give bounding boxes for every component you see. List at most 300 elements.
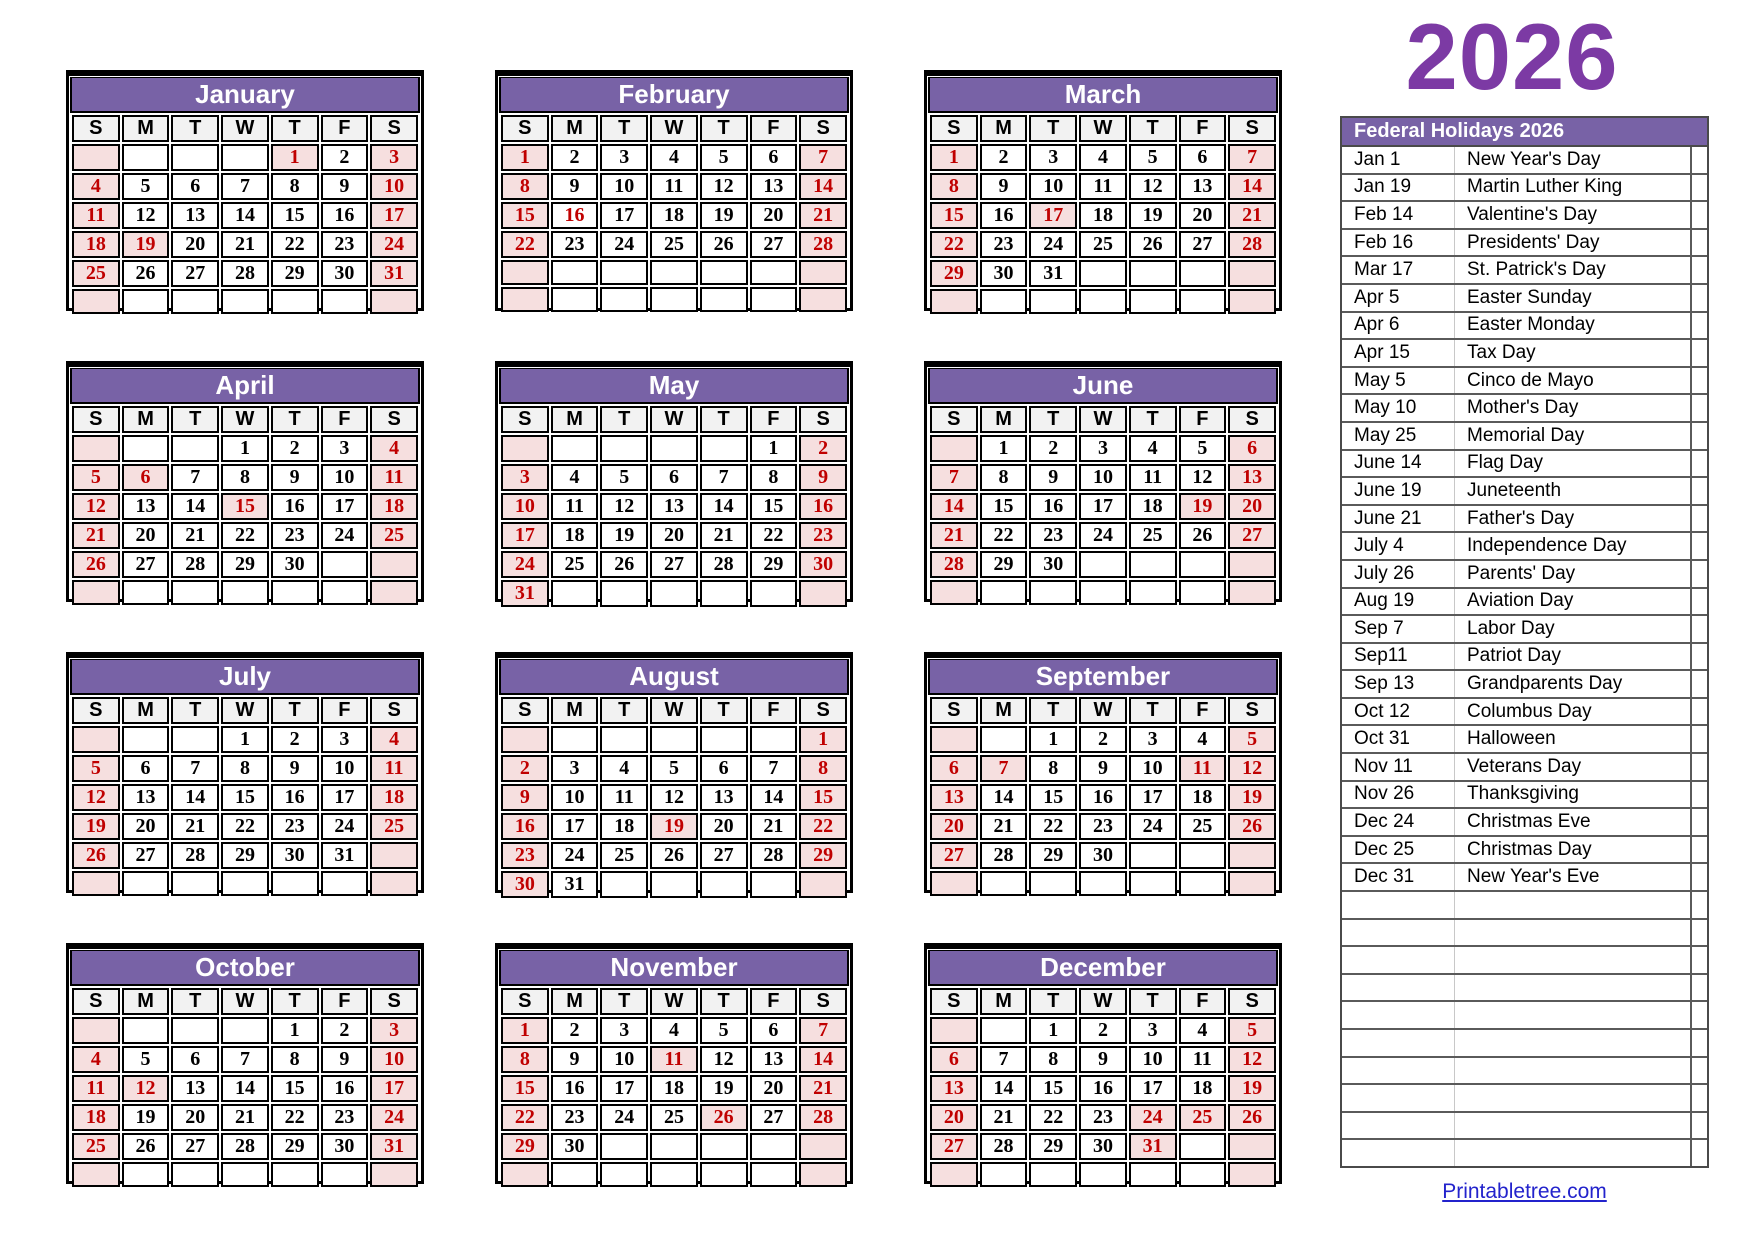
date-cell: 9 [321, 1046, 369, 1073]
date-cell: 13 [122, 784, 170, 811]
date-cell: 25 [370, 522, 418, 549]
date-cell [321, 580, 369, 605]
holiday-name: Thanksgiving [1455, 781, 1692, 809]
holiday-row [1342, 256, 1707, 284]
date-cell [122, 289, 170, 314]
holiday-row-tail [1691, 201, 1707, 229]
date-cell: 12 [72, 784, 120, 811]
date-cell: 16 [1079, 784, 1127, 811]
date-cell: 25 [72, 1133, 120, 1160]
date-cell: 5 [1228, 1017, 1276, 1044]
holiday-name: Easter Sunday [1455, 284, 1692, 312]
date-cell: 23 [271, 813, 319, 840]
weekday-header-cell: W [221, 115, 269, 142]
holiday-date [1342, 1029, 1455, 1057]
date-cell: 26 [700, 1104, 748, 1131]
holiday-row-tail [1691, 229, 1707, 257]
date-cell: 11 [551, 493, 599, 520]
holiday-name: Halloween [1455, 725, 1692, 753]
date-cell: 15 [930, 202, 978, 229]
date-cell: 15 [1029, 784, 1077, 811]
date-cell: 13 [650, 493, 698, 520]
weekday-header-cell: W [221, 697, 269, 724]
holiday-row [1342, 1084, 1707, 1112]
weekday-header-cell: F [1179, 115, 1227, 142]
date-cell: 10 [1129, 755, 1177, 782]
holiday-date: May 5 [1342, 367, 1455, 395]
date-cell: 3 [321, 435, 369, 462]
date-cell: 28 [980, 1133, 1028, 1160]
holiday-row [1342, 725, 1707, 753]
date-cell: 2 [271, 726, 319, 753]
date-cell: 11 [72, 202, 120, 229]
date-cell: 14 [980, 1075, 1028, 1102]
date-cell: 30 [271, 551, 319, 578]
date-cell [1179, 580, 1227, 605]
date-cell: 4 [370, 435, 418, 462]
date-cell: 16 [980, 202, 1028, 229]
weekday-header-cell: T [1129, 406, 1177, 433]
date-cell: 6 [122, 464, 170, 491]
holiday-name [1455, 1001, 1692, 1029]
date-cell [700, 260, 748, 285]
holiday-date: Aug 19 [1342, 588, 1455, 616]
weekday-header-cell: F [750, 988, 798, 1015]
date-cell [1129, 871, 1177, 896]
date-cell: 18 [1179, 784, 1227, 811]
holiday-name [1455, 1057, 1692, 1085]
date-cell: 5 [1129, 144, 1177, 171]
date-cell: 15 [501, 202, 549, 229]
holiday-name [1455, 1112, 1692, 1140]
date-cell: 24 [321, 522, 369, 549]
site-link[interactable]: Printabletree.com [1442, 1180, 1607, 1203]
weekday-header-cell: M [122, 988, 170, 1015]
date-cell: 14 [221, 1075, 269, 1102]
date-cell: 7 [171, 755, 219, 782]
holiday-row-tail [1691, 532, 1707, 560]
date-cell: 18 [72, 1104, 120, 1131]
weekday-header-cell: W [650, 115, 698, 142]
weekday-header-cell: S [370, 115, 418, 142]
date-cell: 22 [799, 813, 847, 840]
month-grid-november [495, 943, 853, 1184]
date-cell: 26 [1228, 1104, 1276, 1131]
date-cell [1228, 1162, 1276, 1187]
date-cell: 25 [72, 260, 120, 287]
date-cell: 7 [1228, 144, 1276, 171]
date-cell [122, 871, 170, 896]
date-cell [1129, 580, 1177, 605]
month-title: April [70, 368, 420, 404]
weekday-header-cell: T [600, 697, 648, 724]
date-cell: 13 [171, 1075, 219, 1102]
date-cell: 19 [72, 813, 120, 840]
weekday-header-cell: F [1179, 406, 1227, 433]
date-cell [501, 435, 549, 462]
date-cell: 1 [980, 435, 1028, 462]
date-cell: 23 [271, 522, 319, 549]
date-cell [650, 287, 698, 312]
date-cell: 18 [370, 493, 418, 520]
holiday-date: June 14 [1342, 450, 1455, 478]
weekday-header-cell: F [1179, 697, 1227, 724]
month-title: February [499, 77, 849, 113]
holiday-date: Apr 15 [1342, 339, 1455, 367]
date-cell: 10 [551, 784, 599, 811]
weekday-header-cell: S [799, 697, 847, 724]
date-cell: 12 [1129, 173, 1177, 200]
date-cell: 10 [1079, 464, 1127, 491]
date-cell: 30 [551, 1133, 599, 1160]
weekday-header-cell: F [1179, 988, 1227, 1015]
holiday-name: Columbus Day [1455, 698, 1692, 726]
date-cell: 27 [171, 260, 219, 287]
weekday-header-cell: T [600, 988, 648, 1015]
date-cell [321, 1162, 369, 1187]
date-cell: 3 [600, 144, 648, 171]
month-title: August [499, 659, 849, 695]
holiday-name: Independence Day [1455, 532, 1692, 560]
date-cell [321, 871, 369, 896]
holiday-row-tail [1691, 394, 1707, 422]
date-cell: 30 [321, 1133, 369, 1160]
date-cell: 6 [1228, 435, 1276, 462]
date-cell: 8 [1029, 1046, 1077, 1073]
date-cell [750, 287, 798, 312]
month-grid-december [924, 943, 1282, 1184]
date-cell: 27 [1228, 522, 1276, 549]
holiday-row-tail [1691, 477, 1707, 505]
holiday-name: New Year's Day [1455, 147, 1692, 174]
date-cell: 28 [171, 551, 219, 578]
holiday-row [1342, 643, 1707, 671]
date-cell: 12 [700, 1046, 748, 1073]
date-cell: 13 [122, 493, 170, 520]
month-grid-may [495, 361, 853, 602]
date-cell: 24 [600, 1104, 648, 1131]
date-cell: 19 [700, 1075, 748, 1102]
holiday-row [1342, 1057, 1707, 1085]
date-cell: 7 [799, 144, 847, 171]
holiday-date: Nov 11 [1342, 753, 1455, 781]
holiday-date [1342, 1057, 1455, 1085]
holiday-name: Easter Monday [1455, 312, 1692, 340]
date-cell: 23 [799, 522, 847, 549]
holiday-row-tail [1691, 339, 1707, 367]
date-cell: 6 [650, 464, 698, 491]
date-cell: 13 [1179, 173, 1227, 200]
date-cell [171, 580, 219, 605]
date-cell: 24 [600, 231, 648, 258]
date-cell: 30 [321, 260, 369, 287]
date-cell: 18 [650, 1075, 698, 1102]
month-grid-april [66, 361, 424, 602]
date-cell [600, 1133, 648, 1160]
date-cell: 18 [551, 522, 599, 549]
date-cell [551, 287, 599, 312]
weekday-header-cell: S [501, 406, 549, 433]
date-cell: 25 [1129, 522, 1177, 549]
holiday-date: May 25 [1342, 422, 1455, 450]
date-cell: 4 [72, 1046, 120, 1073]
holiday-row [1342, 1112, 1707, 1140]
date-cell [799, 871, 847, 898]
holiday-date: Sep 7 [1342, 615, 1455, 643]
date-cell [750, 726, 798, 753]
weekday-header-cell: S [799, 406, 847, 433]
holiday-row [1342, 532, 1707, 560]
holiday-row [1342, 229, 1707, 257]
holiday-name: St. Patrick's Day [1455, 256, 1692, 284]
date-cell: 21 [980, 1104, 1028, 1131]
date-cell: 8 [221, 464, 269, 491]
holiday-name [1455, 1029, 1692, 1057]
date-cell: 6 [750, 144, 798, 171]
holiday-date: Dec 31 [1342, 863, 1455, 891]
date-cell: 3 [1029, 144, 1077, 171]
holiday-row [1342, 919, 1707, 947]
date-cell [750, 1133, 798, 1160]
date-cell: 23 [1079, 813, 1127, 840]
holiday-name: Flag Day [1455, 450, 1692, 478]
weekday-header-cell: W [650, 697, 698, 724]
holiday-name: Veterans Day [1455, 753, 1692, 781]
holiday-date: May 10 [1342, 394, 1455, 422]
date-cell [1029, 871, 1077, 896]
holidays-panel [1340, 116, 1709, 1168]
date-cell: 14 [930, 493, 978, 520]
date-cell: 11 [1179, 1046, 1227, 1073]
date-cell: 12 [1179, 464, 1227, 491]
date-cell [122, 1017, 170, 1044]
date-cell: 16 [551, 1075, 599, 1102]
month-title: January [70, 77, 420, 113]
holiday-row [1342, 588, 1707, 616]
date-cell: 6 [171, 1046, 219, 1073]
date-cell: 3 [321, 726, 369, 753]
holiday-row-tail [1691, 615, 1707, 643]
date-cell: 13 [750, 1046, 798, 1073]
date-cell: 23 [321, 1104, 369, 1131]
holiday-name: Father's Day [1455, 505, 1692, 533]
holiday-row [1342, 808, 1707, 836]
weekday-header-cell: T [1029, 697, 1077, 724]
date-cell [1079, 551, 1127, 578]
weekday-header-cell: T [700, 115, 748, 142]
date-cell: 23 [321, 231, 369, 258]
date-cell: 13 [930, 784, 978, 811]
month-grid-september [924, 652, 1282, 893]
date-cell: 11 [370, 755, 418, 782]
date-cell: 30 [1079, 842, 1127, 869]
date-cell: 9 [551, 173, 599, 200]
date-cell [1228, 1133, 1276, 1160]
date-cell: 23 [501, 842, 549, 869]
date-cell [122, 435, 170, 462]
holiday-date: July 4 [1342, 532, 1455, 560]
weekday-header-cell: S [501, 988, 549, 1015]
date-cell [1179, 1162, 1227, 1187]
holiday-date [1342, 1139, 1455, 1166]
date-cell: 18 [600, 813, 648, 840]
date-cell: 14 [171, 784, 219, 811]
date-cell: 30 [799, 551, 847, 578]
holiday-date: June 21 [1342, 505, 1455, 533]
holiday-row-tail [1691, 256, 1707, 284]
holiday-date: Oct 12 [1342, 698, 1455, 726]
month-grid-february [495, 70, 853, 311]
holiday-row-tail [1691, 891, 1707, 919]
date-cell [650, 580, 698, 607]
date-cell: 2 [1029, 435, 1077, 462]
date-cell: 23 [1079, 1104, 1127, 1131]
holiday-row-tail [1691, 1029, 1707, 1057]
date-cell: 27 [171, 1133, 219, 1160]
date-cell: 28 [799, 231, 847, 258]
date-cell: 7 [980, 1046, 1028, 1073]
date-cell: 22 [221, 522, 269, 549]
date-cell: 24 [370, 231, 418, 258]
date-cell [72, 1017, 120, 1044]
date-cell: 13 [700, 784, 748, 811]
date-cell [1079, 289, 1127, 314]
date-cell: 23 [551, 1104, 599, 1131]
holiday-date [1342, 919, 1455, 947]
date-cell: 2 [321, 1017, 369, 1044]
date-cell: 2 [1079, 1017, 1127, 1044]
weekday-header-cell: W [1079, 406, 1127, 433]
date-cell: 28 [1228, 231, 1276, 258]
date-cell: 12 [1228, 1046, 1276, 1073]
date-cell: 23 [551, 231, 599, 258]
date-cell: 20 [171, 231, 219, 258]
weekday-header-cell: M [122, 697, 170, 724]
weekday-header-cell: M [122, 115, 170, 142]
date-cell: 4 [72, 173, 120, 200]
holiday-row [1342, 505, 1707, 533]
date-cell: 14 [799, 1046, 847, 1073]
date-cell [370, 289, 418, 314]
date-cell: 12 [600, 493, 648, 520]
holiday-name: Memorial Day [1455, 422, 1692, 450]
date-cell: 11 [1129, 464, 1177, 491]
date-cell [1129, 551, 1177, 578]
weekday-header-cell: M [551, 406, 599, 433]
date-cell: 7 [750, 755, 798, 782]
date-cell [1179, 1133, 1227, 1160]
date-cell [1079, 1162, 1127, 1187]
date-cell: 22 [221, 813, 269, 840]
holiday-date: Sep11 [1342, 643, 1455, 671]
date-cell: 24 [1129, 813, 1177, 840]
date-cell: 25 [1179, 813, 1227, 840]
holiday-row-tail [1691, 1139, 1707, 1166]
date-cell [72, 289, 120, 314]
date-cell: 21 [221, 231, 269, 258]
holiday-name: Christmas Day [1455, 836, 1692, 864]
date-cell [551, 435, 599, 462]
date-cell [122, 580, 170, 605]
date-cell: 31 [1029, 260, 1077, 287]
date-cell: 30 [980, 260, 1028, 287]
holiday-row-tail [1691, 147, 1707, 174]
date-cell: 8 [501, 173, 549, 200]
holiday-row [1342, 284, 1707, 312]
weekday-header-cell: T [700, 988, 748, 1015]
date-cell: 15 [980, 493, 1028, 520]
holiday-row-tail [1691, 284, 1707, 312]
date-cell [72, 1162, 120, 1187]
date-cell [221, 144, 269, 171]
date-cell [171, 144, 219, 171]
date-cell: 20 [122, 522, 170, 549]
date-cell: 8 [980, 464, 1028, 491]
date-cell [171, 289, 219, 314]
holiday-date: Mar 17 [1342, 256, 1455, 284]
date-cell [221, 1017, 269, 1044]
holiday-row-tail [1691, 753, 1707, 781]
date-cell: 5 [72, 755, 120, 782]
date-cell: 27 [650, 551, 698, 578]
date-cell: 20 [930, 813, 978, 840]
date-cell: 9 [1079, 755, 1127, 782]
date-cell: 20 [1228, 493, 1276, 520]
date-cell: 17 [501, 522, 549, 549]
date-cell [221, 1162, 269, 1187]
date-cell: 13 [750, 173, 798, 200]
date-cell [700, 726, 748, 753]
date-cell [799, 1133, 847, 1160]
holiday-date: June 19 [1342, 477, 1455, 505]
holiday-name: Labor Day [1455, 615, 1692, 643]
holiday-date: Feb 14 [1342, 201, 1455, 229]
date-cell [650, 435, 698, 462]
date-cell: 14 [171, 493, 219, 520]
holiday-date [1342, 946, 1455, 974]
weekday-header-cell: W [650, 406, 698, 433]
weekday-header-cell: F [321, 697, 369, 724]
date-cell: 8 [501, 1046, 549, 1073]
date-cell: 29 [221, 842, 269, 869]
date-cell: 7 [980, 755, 1028, 782]
date-cell: 8 [930, 173, 978, 200]
date-cell: 18 [1179, 1075, 1227, 1102]
holiday-row-tail [1691, 367, 1707, 395]
holiday-date [1342, 1084, 1455, 1112]
date-cell [980, 726, 1028, 753]
weekday-header-cell: T [1129, 988, 1177, 1015]
date-cell: 27 [1179, 231, 1227, 258]
weekday-header-cell: T [1129, 697, 1177, 724]
date-cell: 26 [600, 551, 648, 578]
holiday-row [1342, 946, 1707, 974]
holiday-name: Martin Luther King [1455, 174, 1692, 202]
date-cell: 4 [1179, 1017, 1227, 1044]
date-cell [980, 1162, 1028, 1187]
date-cell: 24 [1079, 522, 1127, 549]
holiday-name: Mother's Day [1455, 394, 1692, 422]
date-cell [1228, 580, 1276, 605]
date-cell: 1 [799, 726, 847, 753]
date-cell: 11 [1179, 755, 1227, 782]
date-cell [370, 580, 418, 605]
date-cell: 17 [321, 784, 369, 811]
date-cell: 26 [72, 842, 120, 869]
date-cell: 12 [700, 173, 748, 200]
date-cell: 16 [271, 493, 319, 520]
date-cell [650, 1162, 698, 1187]
